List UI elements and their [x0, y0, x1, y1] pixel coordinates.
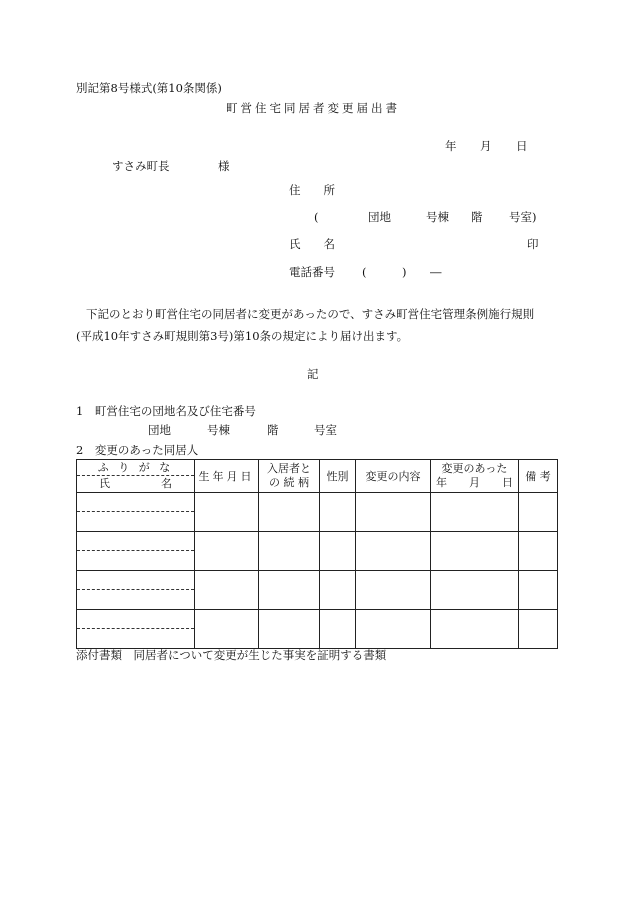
section2-heading: 2 変更のあった同居人 [76, 443, 199, 457]
cell-change[interactable] [356, 610, 431, 649]
complex-paren-open: ( [314, 210, 319, 224]
cell-change[interactable] [356, 493, 431, 532]
header-relation-1: 入居者と [267, 462, 311, 475]
cell-relation[interactable] [259, 493, 320, 532]
header-changedate-1: 変更のあった [441, 462, 508, 475]
body-line-2: (平成10年すさみ町規則第3号)第10条の規定により届け出ます。 [76, 329, 409, 343]
cell-changedate[interactable] [431, 610, 519, 649]
header-birthdate: 生年月日 [195, 460, 259, 493]
address-label: 住 所 [289, 183, 335, 197]
cell-furigana-line [77, 571, 194, 590]
building-label: 号棟 [426, 210, 449, 224]
section1-room: 号室 [314, 423, 337, 437]
header-name-wrap [77, 476, 194, 492]
cell-birthdate[interactable] [195, 493, 259, 532]
header-remarks: 備 考 [519, 460, 558, 493]
addressee-honorific: 様 [218, 159, 230, 173]
cell-birthdate[interactable] [195, 532, 259, 571]
header-changedate-2: 年 月 日 [436, 476, 513, 489]
cell-relation[interactable] [259, 610, 320, 649]
header-name-mei: 名 [161, 477, 172, 490]
table-header-row [77, 460, 558, 493]
section1-floor: 階 [267, 423, 279, 437]
page-title: 町営住宅同居者変更届出書 [226, 101, 400, 115]
cell-birthdate[interactable] [195, 571, 259, 610]
cell-furigana-line [77, 493, 194, 512]
name-label: 氏 名 [289, 237, 335, 251]
cell-remarks[interactable] [519, 493, 558, 532]
room-label: 号室) [509, 210, 537, 224]
header-relation [259, 460, 320, 493]
table-row [77, 493, 558, 532]
cell-change[interactable] [356, 571, 431, 610]
cell-name[interactable] [77, 610, 195, 649]
body-line-1: 下記のとおり町営住宅の同居者に変更があったので、すさみ町営住宅管理条例施行規則 [86, 307, 535, 321]
floor-label: 階 [471, 210, 483, 224]
table-row [77, 610, 558, 649]
cell-change[interactable] [356, 532, 431, 571]
cell-name[interactable] [77, 532, 195, 571]
cell-name[interactable] [77, 571, 195, 610]
date-year: 年 [445, 139, 457, 153]
cell-sex[interactable] [320, 610, 356, 649]
cohabitant-table [76, 459, 558, 649]
header-changedate [431, 460, 519, 493]
cell-furigana-line [77, 532, 194, 551]
section1-complex: 団地 [148, 423, 171, 437]
addressee-name: すさみ町長 [112, 159, 170, 173]
cell-sex[interactable] [320, 493, 356, 532]
cell-changedate[interactable] [431, 571, 519, 610]
cell-sex[interactable] [320, 571, 356, 610]
header-sex: 性別 [320, 460, 356, 493]
date-month: 月 [480, 139, 492, 153]
table-row [77, 571, 558, 610]
cell-name[interactable] [77, 493, 195, 532]
cell-birthdate[interactable] [195, 610, 259, 649]
header-furigana: ふ り が な [77, 460, 194, 476]
cell-sex[interactable] [320, 532, 356, 571]
phone-label: 電話番号 [289, 265, 335, 279]
header-name [77, 460, 195, 493]
section1-building: 号棟 [207, 423, 230, 437]
phone-dash: ― [430, 265, 442, 279]
section1-heading: 1 町営住宅の団地名及び住宅番号 [76, 404, 256, 418]
attachment-note: 添付書類 同居者について変更が生じた事実を証明する書類 [76, 648, 387, 662]
phone-paren-open: ( [362, 265, 367, 279]
header-relation-2: の 続 柄 [269, 476, 309, 489]
date-day: 日 [516, 139, 528, 153]
header-change: 変更の内容 [356, 460, 431, 493]
header-name-shi: 氏 [99, 477, 110, 490]
cell-remarks[interactable] [519, 610, 558, 649]
cell-changedate[interactable] [431, 532, 519, 571]
ki-heading: 記 [307, 367, 319, 381]
cell-remarks[interactable] [519, 571, 558, 610]
phone-paren-close: ) [402, 265, 407, 279]
seal-mark: 印 [527, 237, 539, 251]
table-row [77, 532, 558, 571]
cell-furigana-line [77, 610, 194, 629]
form-number: 別記第8号様式(第10条関係) [76, 81, 222, 95]
cell-relation[interactable] [259, 532, 320, 571]
cell-relation[interactable] [259, 571, 320, 610]
complex-label: 団地 [368, 210, 391, 224]
cell-remarks[interactable] [519, 532, 558, 571]
cell-changedate[interactable] [431, 493, 519, 532]
